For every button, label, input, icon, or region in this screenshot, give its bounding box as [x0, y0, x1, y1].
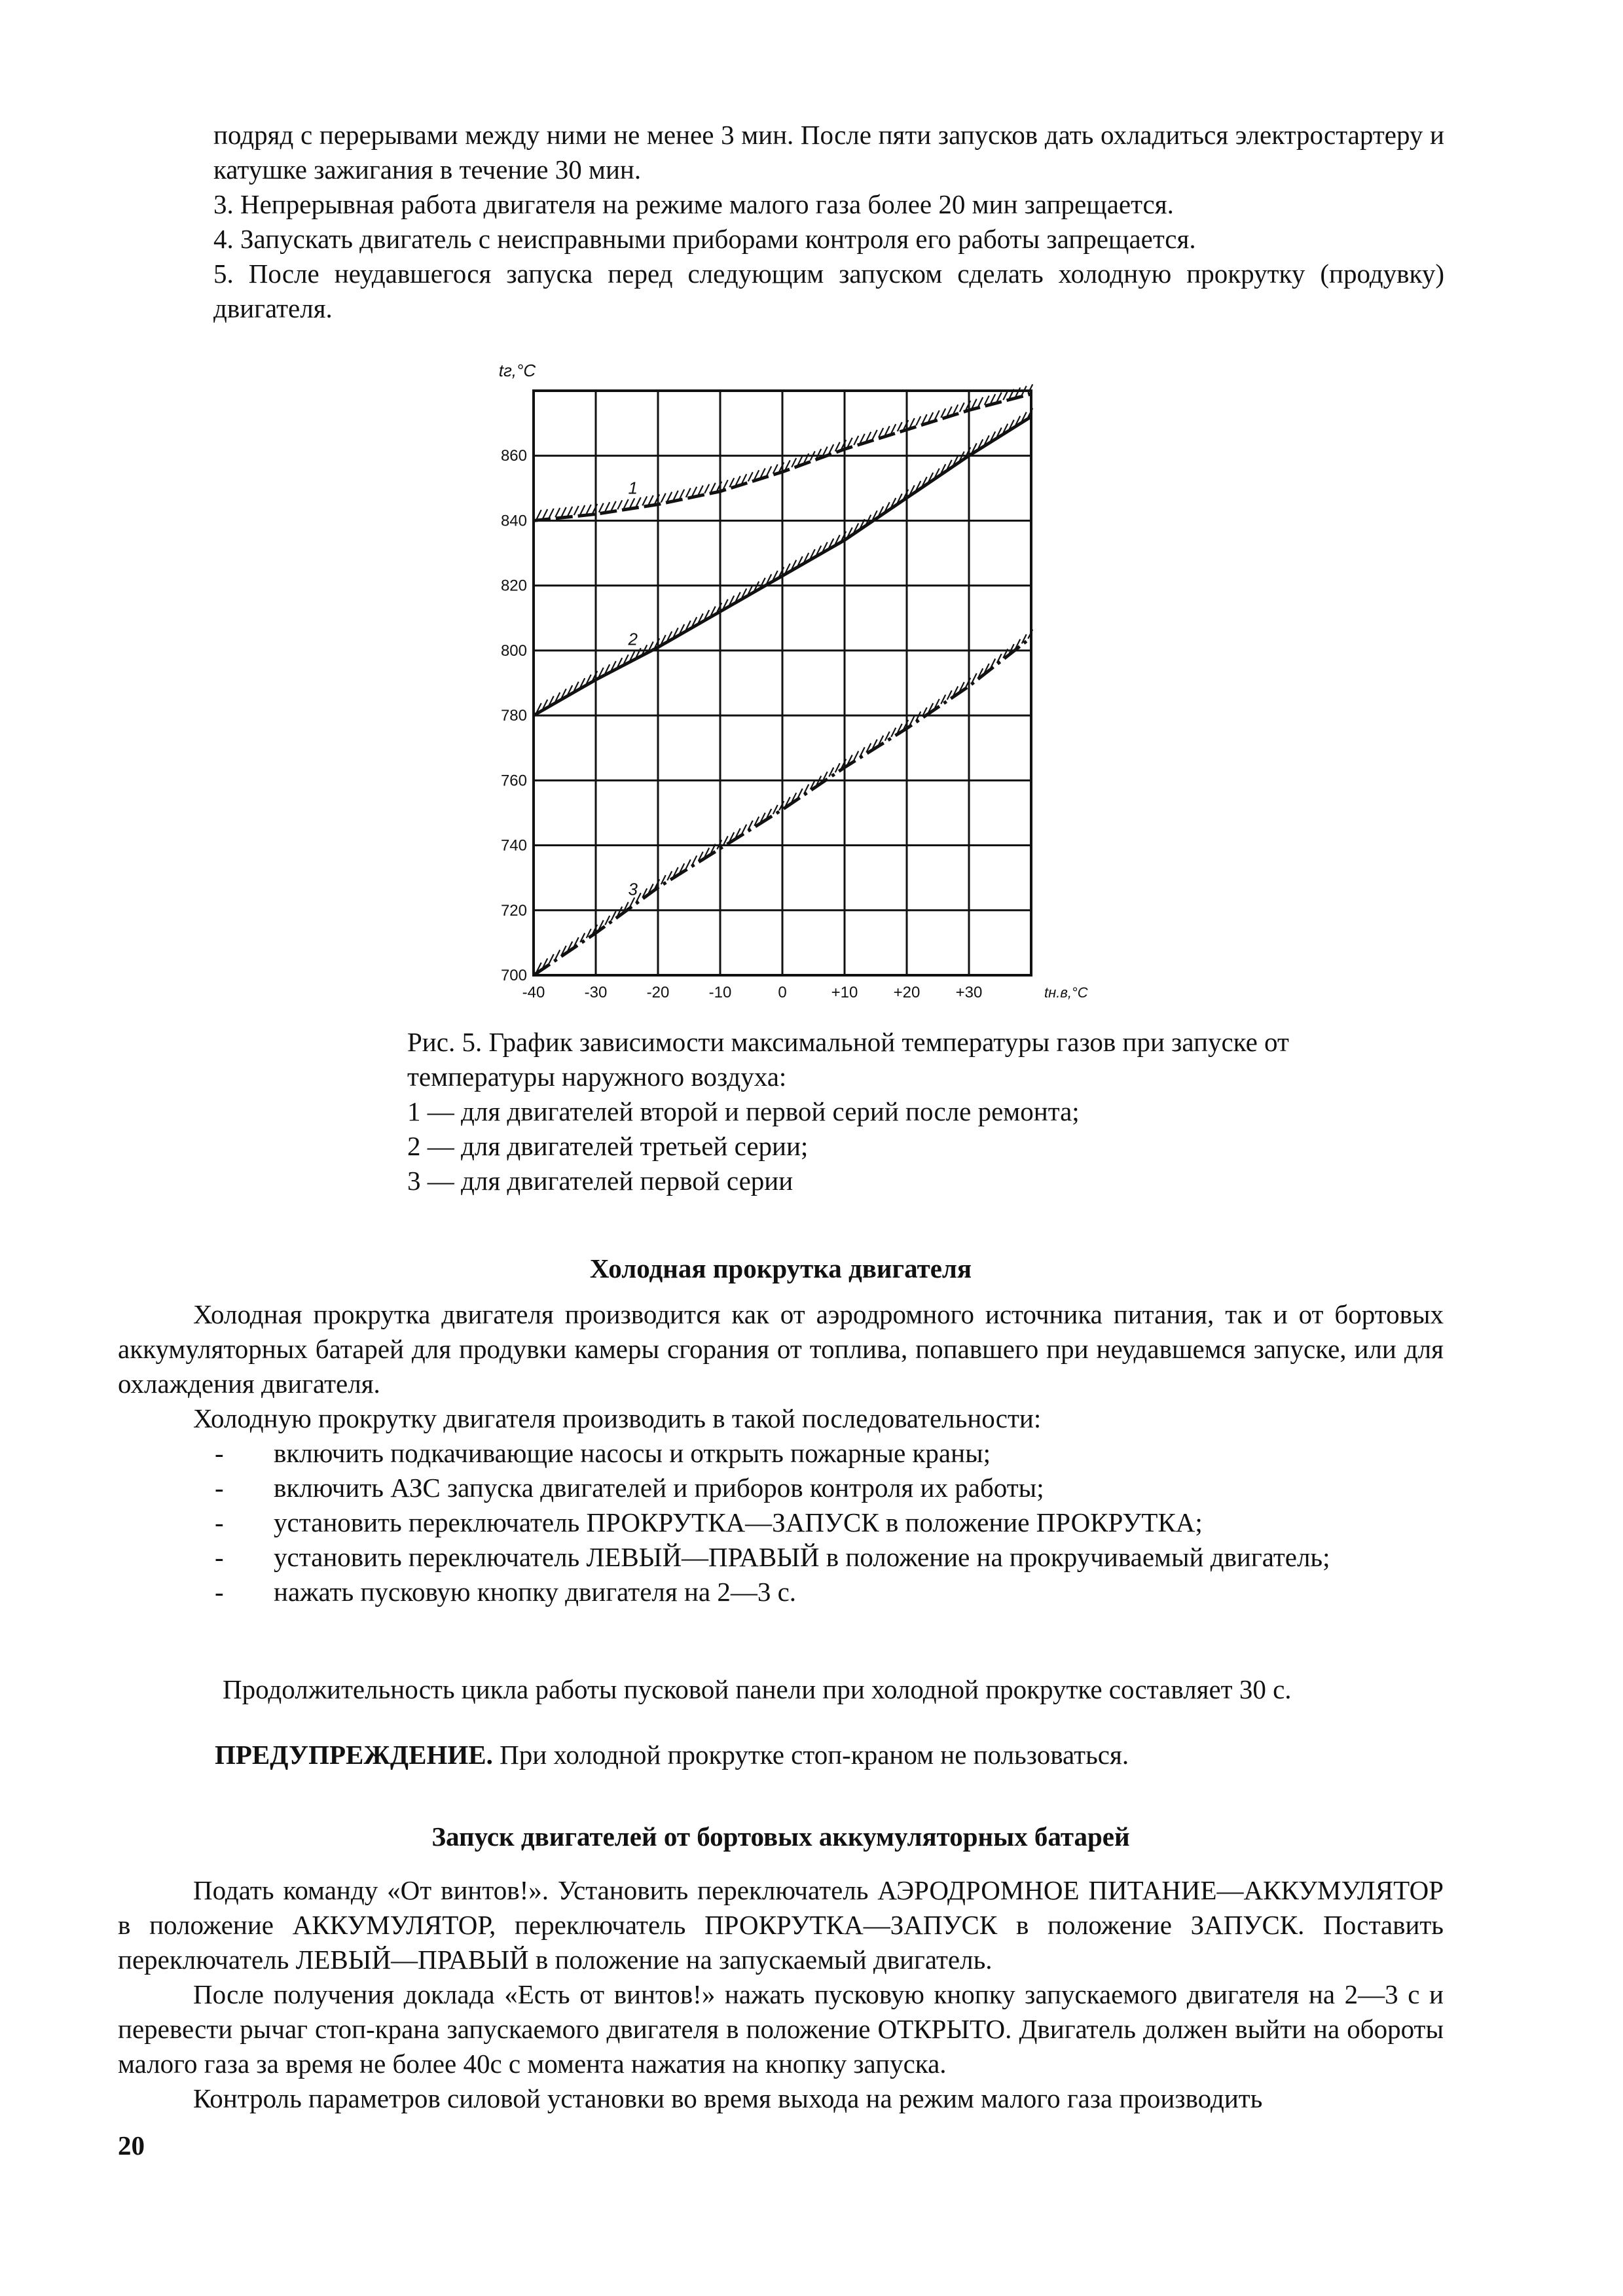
series-hatch-1 — [580, 505, 585, 514]
legend-item-2: 2 — для двигателей третьей серии; — [407, 1131, 809, 1161]
series-hatch-1 — [617, 500, 622, 509]
series-hatch-1 — [686, 488, 691, 497]
series-hatch-1 — [562, 507, 566, 516]
series-hatch-1 — [916, 416, 921, 425]
series-hatch-1 — [605, 502, 610, 511]
series-hatch-1 — [555, 508, 560, 517]
x-tick-label: -20 — [646, 984, 670, 1001]
series-hatch-1 — [537, 510, 541, 519]
x-tick-label: +30 — [955, 984, 983, 1001]
cold-crank-duration: Продолжительность цикла работы пусковой панели при холодной прокрутке составляет 30 с. — [223, 1674, 1292, 1704]
battery-start-paragraph-1: Подать команду «От винтов!». Установить переключатель АЭРОДРОМНОЕ ПИТАНИЕ—АККУМУЛЯТОР в положение АККУМУЛЯТОР, переключатель ПРОКРУТКА—ЗАПУСК в положение ЗАПУСК. Поставить переключатель ЛЕВЫЙ—ПРАВЫЙ в положение на запускаемый двигатель. — [118, 1875, 1444, 1975]
x-tick-label: 0 — [778, 984, 787, 1001]
series-hatch-1 — [723, 480, 728, 489]
legend-item-1: 1 — для двигателей второй и первой серий после ремонта; — [407, 1096, 1080, 1126]
series-hatch-1 — [599, 503, 604, 512]
x-tick-label: -40 — [522, 984, 545, 1001]
series-hatch-3 — [804, 784, 809, 793]
y-tick-label: 780 — [500, 707, 527, 725]
series-hatch-3 — [686, 859, 691, 869]
series-hatch-3 — [549, 954, 554, 963]
series-hatch-1 — [549, 509, 554, 518]
cold-crank-steps — [215, 1436, 1444, 1609]
series-hatch-1 — [767, 466, 771, 475]
warning-label: ПРЕДУПРЕЖДЕНИЕ. — [215, 1740, 493, 1770]
paragraph-item-5: 5. После неудавшегося запуска перед следующим запуском сделать холодную прокрутку (продувку) двигателя. — [213, 259, 1444, 323]
page-number: 20 — [118, 2130, 145, 2161]
x-tick-label: -10 — [708, 984, 732, 1001]
list-item: - установить переключатель ЛЕВЫЙ—ПРАВЫЙ в положение на прокручиваемый двигатель; — [215, 1542, 1330, 1572]
cold-crank-body — [118, 1297, 1444, 1436]
series-hatch-3 — [748, 821, 753, 830]
x-tick-label: +20 — [893, 984, 921, 1001]
series-label-2: 2 — [628, 629, 638, 649]
battery-start-paragraph-2: После получения доклада «Есть от винтов!» нажать пусковую кнопку запускаемого двигателя на 2—3 с и перевести рычаг стоп-крана запускаемого двигателя в положение ОТКРЫТО. Двигатель должен выйти на обороты малого газа за время не более 40с с момента нажатия на кнопку запуска. — [118, 1979, 1444, 2079]
y-tick-label: 760 — [500, 772, 527, 790]
series-hatch-1 — [642, 496, 647, 505]
series-hatch-1 — [873, 430, 877, 439]
series-hatch-3 — [854, 751, 858, 761]
series-hatch-3 — [798, 789, 803, 798]
y-tick-label: 720 — [500, 901, 527, 920]
y-tick-label: 840 — [500, 512, 527, 530]
battery-start-heading: Запуск двигателей от бортовых аккумуляторных батарей — [431, 1821, 1130, 1852]
series-hatch-1 — [891, 424, 896, 433]
series-hatch-3 — [630, 897, 634, 906]
series-hatch-1 — [611, 501, 616, 511]
series-hatch-1 — [649, 495, 653, 505]
series-hatch-1 — [624, 499, 629, 509]
list-item: - установить переключатель ПРОКРУТКА—ЗАПУСК в положение ПРОКРУТКА; — [215, 1507, 1203, 1537]
series-hatch-1 — [574, 506, 579, 515]
series-hatch-1 — [543, 509, 547, 518]
series-hatch-1 — [568, 507, 572, 516]
series-hatch-1 — [661, 493, 666, 503]
y-tick-label: 860 — [500, 447, 527, 465]
cold-crank-paragraph-2: Холодную прокрутку двигателя производить в такой последовательности: — [193, 1403, 1042, 1433]
x-axis-label: tн.в,°C — [1044, 984, 1088, 1001]
y-tick-label: 740 — [500, 836, 527, 855]
series-hatch-3 — [692, 855, 697, 865]
series-hatch-3 — [605, 916, 610, 925]
y-tick-label: 820 — [500, 577, 527, 595]
y-axis-label: tг,°C — [498, 361, 536, 380]
series-hatch-1 — [692, 487, 697, 496]
series-hatch-1 — [978, 397, 983, 406]
temperature-chart — [471, 357, 1088, 1001]
x-tick-label: +10 — [831, 984, 858, 1001]
series-hatch-1 — [636, 497, 641, 507]
series-hatch-1 — [704, 484, 709, 493]
y-tick-label: 700 — [500, 967, 527, 984]
series-hatch-1 — [587, 505, 591, 514]
series-hatch-3 — [991, 658, 995, 668]
series-hatch-1 — [711, 483, 716, 492]
cold-crank-paragraph-1: Холодная прокрутка двигателя производится как от аэродромного источника питания, так и от бортовых аккумуляторных батарей для продувки камеры сгорания от топлива, попавшего при неудавшемся запуске, или для охлаждения двигателя. — [118, 1299, 1444, 1399]
series-hatch-1 — [680, 490, 684, 499]
top-paragraphs — [213, 118, 1444, 326]
series-hatch-3 — [910, 716, 915, 725]
series-hatch-1 — [786, 460, 790, 469]
cold-crank-heading: Холодная прокрутка двигателя — [589, 1253, 972, 1283]
series-hatch-1 — [829, 444, 833, 454]
paragraph-item-4: 4. Запускать двигатель с неисправными приборами контроля его работы запрещается. — [213, 224, 1196, 254]
x-tick-label: -30 — [584, 984, 608, 1001]
series-hatch-1 — [935, 410, 939, 420]
warning-text: При холодной прокрутке стоп-краном не пользоваться. — [492, 1740, 1129, 1770]
list-item: - нажать пусковую кнопку двигателя на 2—3 с. — [215, 1577, 797, 1607]
series-hatch-3 — [742, 825, 746, 834]
paragraph-continuation: подряд с перерывами между ними не менее 3 мин. После пяти запусков дать охладиться электростартеру и катушке зажигания в течение 30 мин. — [213, 120, 1444, 185]
series-label-1: 1 — [628, 478, 638, 498]
caption-title: Рис. 5. График зависимости максимальной температуры газов при запуске от температуры наружного воздуха: — [407, 1027, 1289, 1092]
battery-start-paragraph-3: Контроль параметров силовой установки во время выхода на режим малого газа производить — [193, 2083, 1263, 2113]
series-hatch-1 — [667, 492, 672, 501]
series-hatch-3 — [611, 911, 616, 920]
series-hatch-1 — [699, 486, 703, 495]
series-label-3: 3 — [628, 879, 638, 899]
paragraph-item-3: 3. Непрерывная работа двигателя на режиме малого газа более 20 мин запрещается. — [213, 189, 1174, 219]
legend-item-3: 3 — для двигателей первой серии — [407, 1166, 793, 1196]
series-hatch-1 — [674, 491, 678, 500]
series-hatch-1 — [630, 498, 634, 507]
series-hatch-3 — [891, 728, 896, 737]
series-hatch-3 — [860, 747, 865, 757]
y-tick-label: 800 — [500, 641, 527, 660]
series-hatch-3 — [972, 673, 977, 683]
series-hatch-3 — [555, 950, 560, 959]
warning-note — [215, 1738, 1446, 1772]
battery-start-body — [118, 1873, 1444, 2116]
figure-caption — [407, 1025, 1429, 1198]
list-item: - включить подкачивающие насосы и открыть пожарные краны; — [215, 1438, 991, 1468]
list-item: - включить АЗС запуска двигателей и приборов контроля их работы; — [215, 1473, 1044, 1503]
